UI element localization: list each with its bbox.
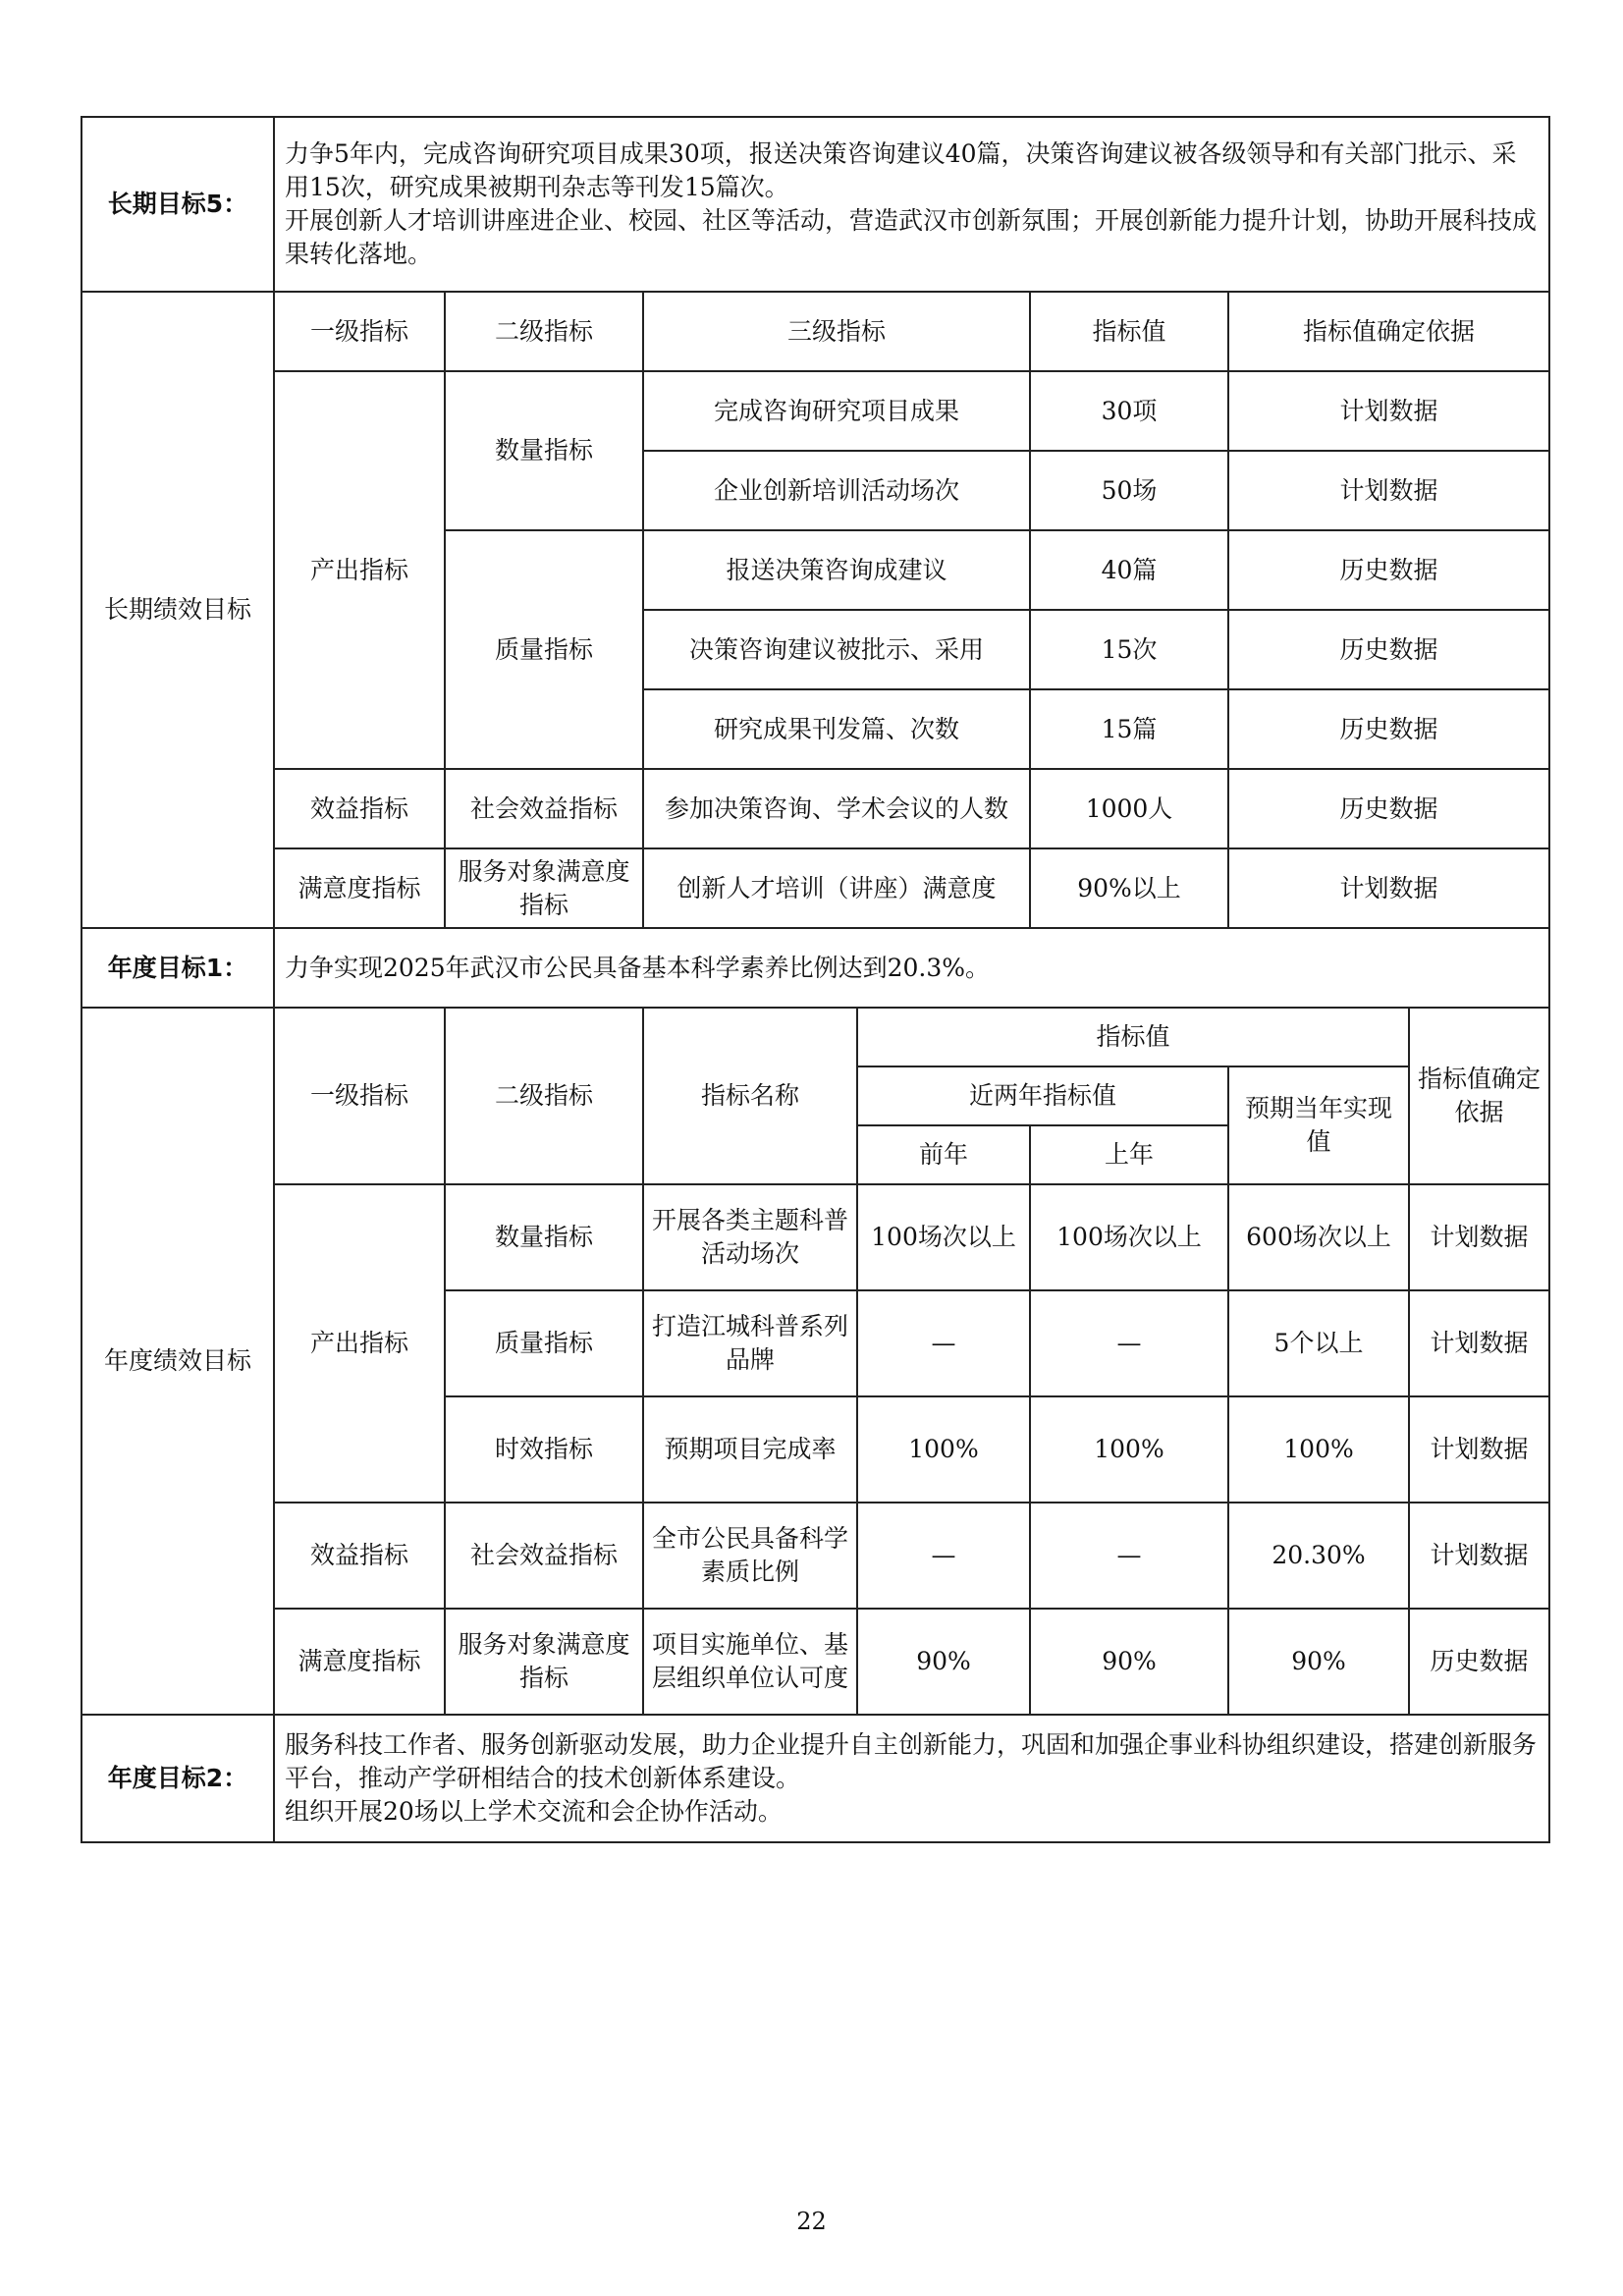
value-cell: 15次	[1030, 610, 1228, 689]
level2-social: 社会效益指标	[445, 1503, 643, 1609]
basis-cell: 计划数据	[1409, 1503, 1549, 1609]
annual-goal-1-text: 力争实现2025年武汉市公民具备基本科学素养比例达到20.3%。	[274, 928, 1549, 1008]
basis-cell: 计划数据	[1409, 1396, 1549, 1503]
level2-quality: 质量指标	[445, 1290, 643, 1396]
prev-cell: 100场次以上	[857, 1184, 1030, 1290]
value-cell: 15篇	[1030, 689, 1228, 769]
table-row	[81, 769, 1549, 848]
level1-satisfaction: 满意度指标	[274, 848, 445, 928]
prev-cell: —	[857, 1503, 1030, 1609]
name-cell: 开展各类主题科普活动场次	[643, 1184, 857, 1290]
last-cell: —	[1030, 1503, 1228, 1609]
name-cell: 项目实施单位、基层组织单位认可度	[643, 1609, 857, 1715]
basis-cell: 历史数据	[1228, 769, 1549, 848]
value-cell: 30项	[1030, 371, 1228, 451]
long-goal-5-text: 力争5年内，完成咨询研究项目成果30项，报送决策咨询建议40篇，决策咨询建议被各级领导和有关部门批示、采用15次，研究成果被期刊杂志等刊发15篇次。 开展创新人才培训讲座进企业、校园、社区等活动，营造武汉市创新氛围；开展创新能力提升计划，协助开展科技成果转化落地。	[274, 117, 1549, 292]
document-page	[81, 116, 1548, 1843]
level3-cell: 决策咨询建议被批示、采用	[643, 610, 1030, 689]
level1-benefit: 效益指标	[274, 1503, 445, 1609]
last-cell: 90%	[1030, 1609, 1228, 1715]
header-expected: 预期当年实现值	[1228, 1066, 1409, 1184]
value-cell: 40篇	[1030, 530, 1228, 610]
value-cell: 1000人	[1030, 769, 1228, 848]
basis-cell: 历史数据	[1409, 1609, 1549, 1715]
annual-goal-2-label: 年度目标2：	[81, 1715, 274, 1842]
last-cell: 100%	[1030, 1396, 1228, 1503]
prev-cell: 100%	[857, 1396, 1030, 1503]
name-cell: 预期项目完成率	[643, 1396, 857, 1503]
header-prev-year: 前年	[857, 1125, 1030, 1184]
value-cell: 90%以上	[1030, 848, 1228, 928]
annual-table	[81, 1007, 1550, 1843]
table-row	[81, 1184, 1549, 1290]
prev-cell: 90%	[857, 1609, 1030, 1715]
header-level2: 二级指标	[445, 292, 643, 371]
long-perf-label: 长期绩效目标	[81, 292, 274, 928]
basis-cell: 计划数据	[1409, 1184, 1549, 1290]
table-row	[81, 1609, 1549, 1715]
level3-cell: 报送决策咨询成建议	[643, 530, 1030, 610]
expected-cell: 5个以上	[1228, 1290, 1409, 1396]
header-last-year: 上年	[1030, 1125, 1228, 1184]
name-cell: 全市公民具备科学素质比例	[643, 1503, 857, 1609]
table-row	[81, 371, 1549, 451]
level3-cell: 参加决策咨询、学术会议的人数	[643, 769, 1030, 848]
level2-service: 服务对象满意度指标	[445, 1609, 643, 1715]
long-term-table	[81, 116, 1550, 1009]
expected-cell: 90%	[1228, 1609, 1409, 1715]
annual-perf-label: 年度绩效目标	[81, 1008, 274, 1715]
basis-cell: 历史数据	[1228, 610, 1549, 689]
annual-goal-1-label: 年度目标1：	[81, 928, 274, 1008]
basis-cell: 计划数据	[1228, 848, 1549, 928]
value-cell: 50场	[1030, 451, 1228, 530]
last-cell: —	[1030, 1290, 1228, 1396]
header-basis: 指标值确定依据	[1409, 1008, 1549, 1184]
level2-social: 社会效益指标	[445, 769, 643, 848]
header-level1: 一级指标	[274, 1008, 445, 1184]
expected-cell: 20.30%	[1228, 1503, 1409, 1609]
header-basis: 指标值确定依据	[1228, 292, 1549, 371]
header-recent-two-years: 近两年指标值	[857, 1066, 1228, 1125]
name-cell: 打造江城科普系列品牌	[643, 1290, 857, 1396]
level1-output: 产出指标	[274, 1184, 445, 1503]
level2-service: 服务对象满意度指标	[445, 848, 643, 928]
level3-cell: 研究成果刊发篇、次数	[643, 689, 1030, 769]
prev-cell: —	[857, 1290, 1030, 1396]
level2-timeliness: 时效指标	[445, 1396, 643, 1503]
page-number: 22	[796, 2208, 827, 2235]
level1-satisfaction: 满意度指标	[274, 1609, 445, 1715]
table-row	[81, 1503, 1549, 1609]
level2-quantity: 数量指标	[445, 371, 643, 530]
level2-quantity: 数量指标	[445, 1184, 643, 1290]
header-value-group: 指标值	[857, 1008, 1409, 1066]
last-cell: 100场次以上	[1030, 1184, 1228, 1290]
basis-cell: 历史数据	[1228, 689, 1549, 769]
header-indicator-name: 指标名称	[643, 1008, 857, 1184]
expected-cell: 100%	[1228, 1396, 1409, 1503]
basis-cell: 计划数据	[1228, 451, 1549, 530]
level3-cell: 完成咨询研究项目成果	[643, 371, 1030, 451]
table-row	[81, 848, 1549, 928]
expected-cell: 600场次以上	[1228, 1184, 1409, 1290]
basis-cell: 历史数据	[1228, 530, 1549, 610]
header-level3: 三级指标	[643, 292, 1030, 371]
header-value: 指标值	[1030, 292, 1228, 371]
basis-cell: 计划数据	[1409, 1290, 1549, 1396]
level2-quality: 质量指标	[445, 530, 643, 769]
basis-cell: 计划数据	[1228, 371, 1549, 451]
long-goal-5-label: 长期目标5：	[81, 117, 274, 292]
level3-cell: 企业创新培训活动场次	[643, 451, 1030, 530]
annual-goal-2-text: 服务科技工作者、服务创新驱动发展，助力企业提升自主创新能力，巩固和加强企事业科协组织建设，搭建创新服务平台，推动产学研相结合的技术创新体系建设。 组织开展20场以上学术交流和会企协作活动。	[274, 1715, 1549, 1842]
level1-output: 产出指标	[274, 371, 445, 769]
level1-benefit: 效益指标	[274, 769, 445, 848]
level3-cell: 创新人才培训（讲座）满意度	[643, 848, 1030, 928]
header-level1: 一级指标	[274, 292, 445, 371]
header-level2: 二级指标	[445, 1008, 643, 1184]
